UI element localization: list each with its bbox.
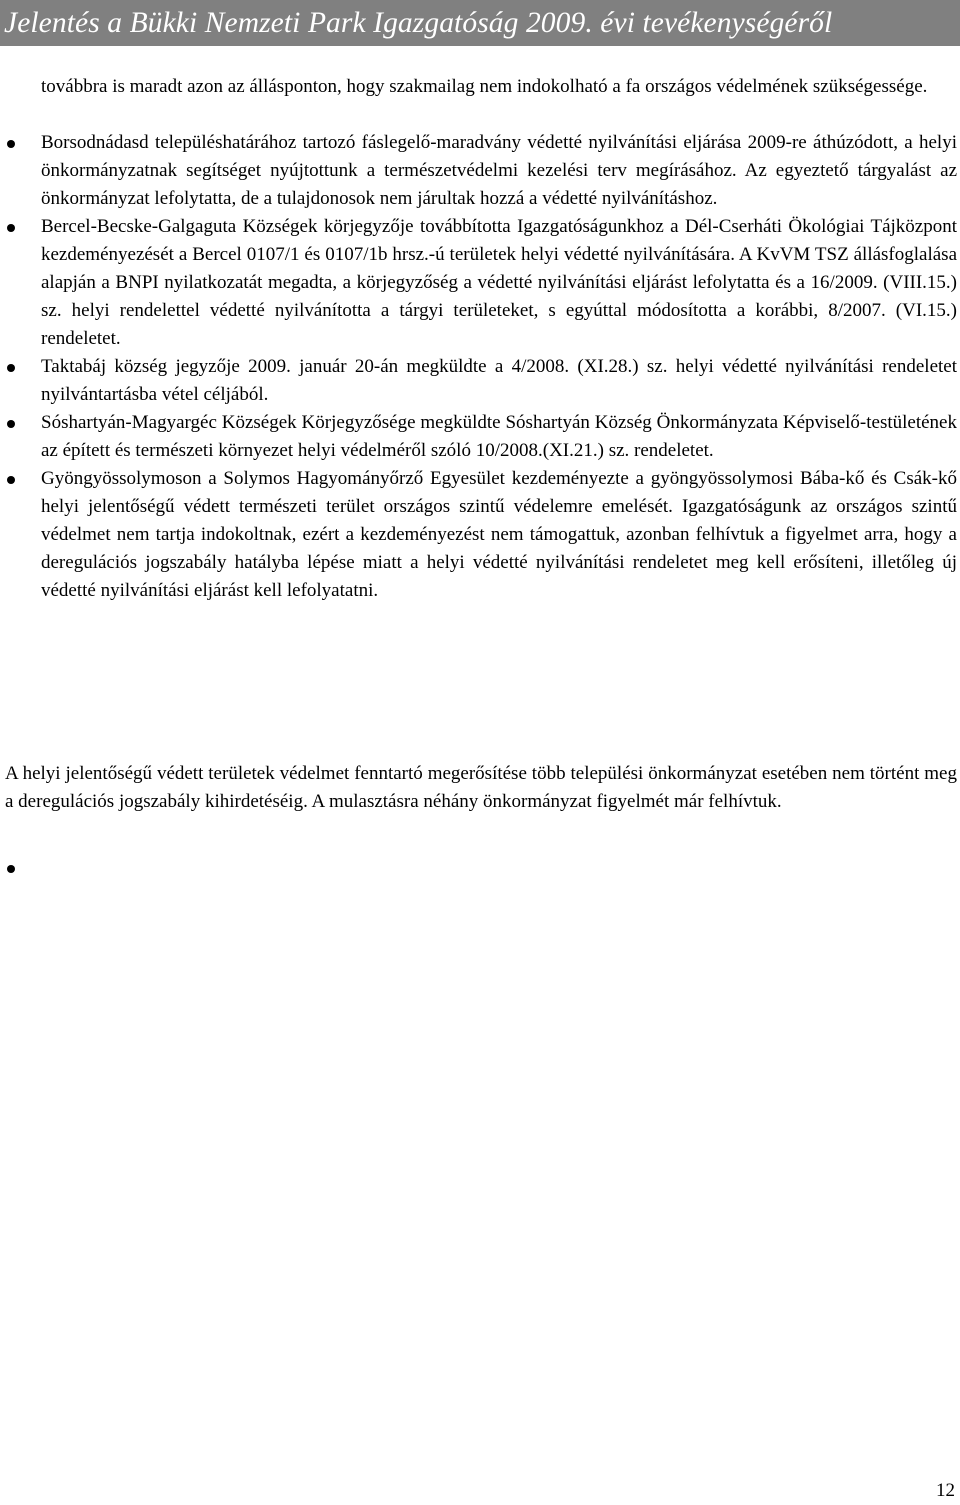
bullet-icon xyxy=(7,420,15,428)
list-item xyxy=(0,465,957,605)
bullet-icon xyxy=(7,476,15,484)
continuation-text: továbbra is maradt azon az állásponton, hogy szakmailag nem indokolható a fa országos védelmének szükségessége. xyxy=(41,76,928,97)
empty-bullet-icon xyxy=(7,865,15,873)
bullet-icon xyxy=(7,224,15,232)
page-header xyxy=(0,0,960,46)
list-item-text: Bercel-Becske-Galgaguta Községek körjegyzője továbbította Igazgatóságunkhoz a Dél-Cserháti Ökológiai Tájközpont kezdeményezését a Bercel 0107/1 és 0107/1b hrsz.-ú területek helyi védetté nyilvánítására. A KvVM TSZ állásfoglalása alapján a BNPI nyilatkozatát megadta, a körjegyzőség a védetté nyilvánítási eljárást lefolytatta és a 16/2009. (VIII.15.) sz. helyi rendelettel védetté nyilvánította a tárgyi területeket, s egyúttal módosította a korábbi, 8/2007. (VI.15.) rendeletet. xyxy=(41,216,957,349)
bullet-list xyxy=(0,129,960,605)
bullet-icon xyxy=(7,364,15,372)
list-item-text: Gyöngyössolymoson a Solymos Hagyományőrző Egyesület kezdeményezte a gyöngyössolymosi Bába-kő és Csák-kő helyi jelentőségű védett természeti terület országos szintű védelemre emelését. Igazgatóságunk az országos szintű védelmet nem tartja indokoltnak, ezért a kezdeményezést nem támogattuk, azonban felhívtuk a figyelmet arra, hogy a deregulációs jogszabály hatályba lépése miatt a helyi védetté nyilvánítási rendeletet meg kell erősíteni, illetőleg új védetté nyilvánítási eljárást kell lefolyatatni. xyxy=(41,468,957,601)
bullet-icon xyxy=(7,140,15,148)
body-paragraph: A helyi jelentőségű védett területek védelmet fenntartó megerősítése több települési önkormányzat esetében nem történt meg a deregulációs jogszabály kihirdetéséig. A mulasztásra néhány önkormányzat figyelmét már felhívtuk. xyxy=(5,763,957,812)
list-item-text: Borsodnádasd településhatárához tartozó fáslegelő-maradvány védetté nyilvánítási eljárása 2009-re áthúzódott, a helyi önkormányzatnak segítséget nyújtottunk a természetvédelmi kezelési terv megírásához. Az egyeztető tárgyalást az önkormányzat lefolytatta, de a tulajdonosok nem járultak hozzá a védetté nyilvánításhoz. xyxy=(41,132,957,209)
list-item xyxy=(0,353,957,409)
page-number: 12 xyxy=(936,1480,955,1501)
list-item xyxy=(0,129,957,213)
list-item xyxy=(0,409,957,465)
header-title: Jelentés a Bükki Nemzeti Park Igazgatóság 2009. évi tevékenységéről xyxy=(4,7,833,39)
list-item-text: Taktabáj község jegyzője 2009. január 20-án megküldte a 4/2008. (XI.28.) sz. helyi védetté nyilvánítási rendeletet nyilvántartásba vétel céljából. xyxy=(41,356,957,405)
list-item xyxy=(0,213,957,353)
list-item-text: Sóshartyán-Magyargéc Községek Körjegyzősége megküldte Sóshartyán Község Önkormányzata Képviselő-testületének az épített és természeti környezet helyi védelméről szóló 10/2008.(XI.21.) sz. rendeletet. xyxy=(41,412,957,461)
